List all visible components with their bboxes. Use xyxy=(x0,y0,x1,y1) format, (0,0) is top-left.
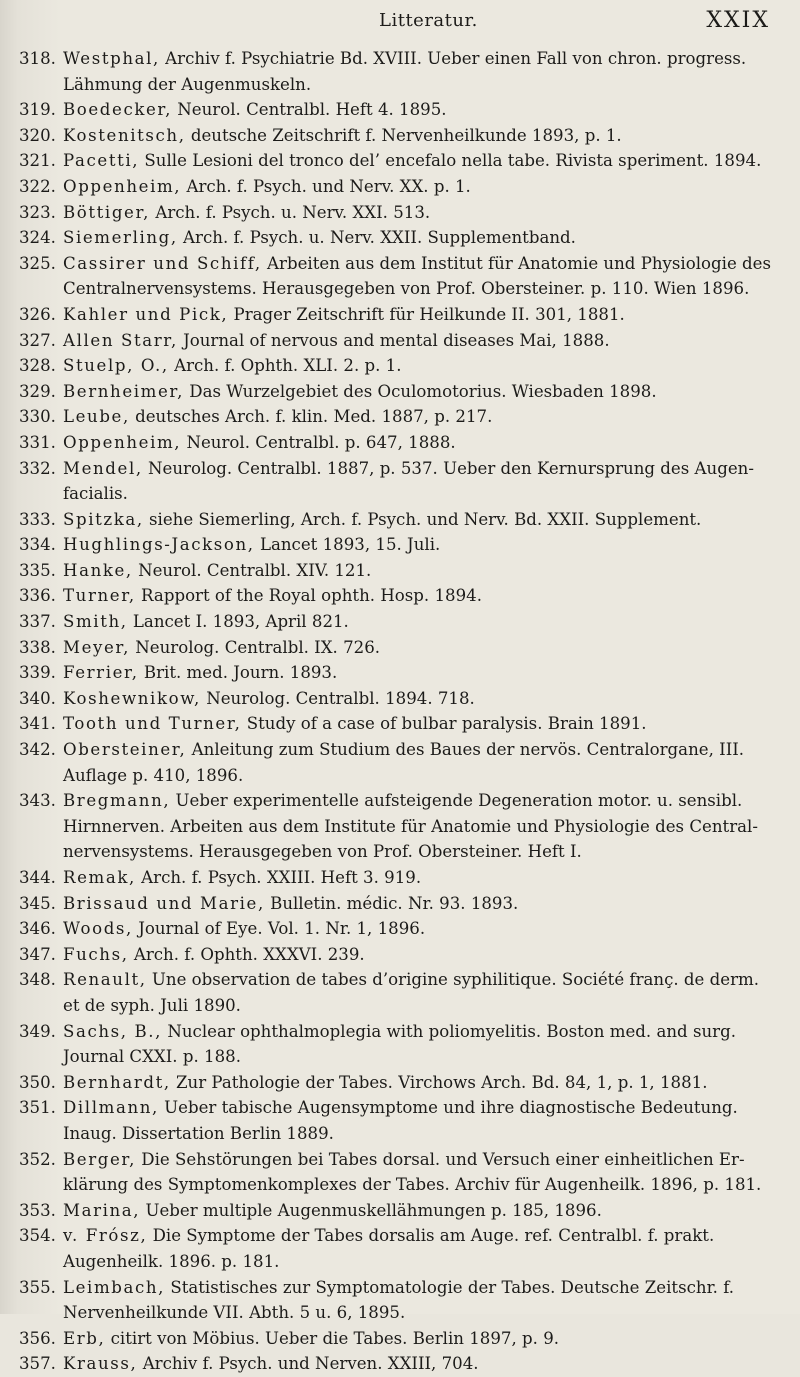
entry-number: 324. xyxy=(19,228,56,248)
entry-citation: Neurol. Centralbl. Heft 4. 1895. xyxy=(172,100,447,120)
bibliography-entry xyxy=(19,97,774,123)
entry-text xyxy=(63,97,774,123)
entry-text xyxy=(63,737,774,788)
entry-number: 349. xyxy=(19,1021,56,1041)
entry-citation: Neurol. Centralbl. p. 647, 1888. xyxy=(181,432,456,452)
bibliography-entry xyxy=(19,1351,774,1377)
entry-number: 327. xyxy=(19,330,56,350)
entry-author: Turner, xyxy=(63,586,136,606)
entry-number: 336. xyxy=(19,586,56,606)
entry-number: 328. xyxy=(19,356,56,376)
entry-author: Westphal, xyxy=(63,49,160,68)
entry-number: 339. xyxy=(19,663,56,683)
entry-citation: siehe Siemerling, Arch. f. Psych. und Nerv. Bd. XXII. Supplement. xyxy=(143,509,702,529)
entry-author: Cassirer und Schiff, xyxy=(63,253,262,273)
entry-text xyxy=(63,456,774,507)
entry-author: Obersteiner, xyxy=(63,740,187,760)
entry-number: 330. xyxy=(19,407,56,427)
entry-citation: Brit. med. Journ. 1893. xyxy=(138,663,338,683)
entry-text xyxy=(63,302,774,328)
page-number: XXIX xyxy=(706,8,770,33)
entry-citation: Statistisches zur Symptomatologie der Tabes. Deutsche Zeitschr. f. Nervenheilkunde VII. Abth. 5 u. 6, 1895. xyxy=(63,1277,740,1323)
entry-text xyxy=(63,507,774,533)
entry-text xyxy=(63,1198,774,1224)
bibliography-entry xyxy=(19,1019,774,1070)
bibliography-entry xyxy=(19,251,777,302)
entry-text xyxy=(63,404,774,430)
entry-citation: Ueber multiple Augenmuskellähmungen p. 185, 1896. xyxy=(140,1200,602,1220)
entry-text xyxy=(63,788,774,865)
entry-text xyxy=(63,328,774,354)
entry-text xyxy=(63,1326,774,1352)
bibliography-entry xyxy=(19,225,774,251)
entry-citation: Lancet 1893, 15. Juli. xyxy=(254,535,441,555)
entry-text xyxy=(63,251,777,302)
entry-citation: Die Symptome der Tabes dorsalis am Auge. ref. Centralbl. f. prakt. Augenheilk. 1896. p. 181. xyxy=(63,1226,720,1271)
entry-text xyxy=(63,379,774,405)
entry-citation: Ueber experimentelle aufsteigende Degeneration motor. u. sensibl. Hirnnerven. Arbeiten aus dem Institute für Anatomie und Physiologie des Central-nervensystems. Herausgegeben von Prof. Obersteiner. Heft I. xyxy=(63,791,758,862)
entry-citation: Archiv f. Psychiatrie Bd. XVIII. Ueber einen Fall von chron. progress. Lähmung der Augenmuskeln. xyxy=(63,49,752,94)
bibliography-entry xyxy=(19,404,774,430)
running-title: Litteratur. xyxy=(379,10,478,31)
bibliography-entry xyxy=(19,46,774,97)
entry-author: Krauss, xyxy=(63,1354,138,1374)
entry-author: Meyer, xyxy=(63,637,130,657)
entry-number: 329. xyxy=(19,381,56,401)
bibliography-entry xyxy=(19,967,774,1018)
entry-author: Hughlings-Jackson, xyxy=(63,535,255,555)
entry-text xyxy=(63,225,774,251)
entry-text xyxy=(63,532,774,558)
entry-number: 318. xyxy=(19,49,56,68)
entry-citation: Prager Zeitschrift für Heilkunde II. 301, 1881. xyxy=(228,304,625,324)
entry-number: 352. xyxy=(19,1149,56,1169)
bibliography-entry xyxy=(19,737,774,788)
bibliography-entry xyxy=(19,148,774,174)
bibliography-entry xyxy=(19,1095,774,1146)
entry-citation: Neurolog. Centralbl. 1894. 718. xyxy=(200,688,475,708)
bibliography-list xyxy=(19,46,777,1377)
entry-citation: citirt von Möbius. Ueber die Tabes. Berlin 1897, p. 9. xyxy=(105,1328,560,1348)
entry-author: Bernheimer, xyxy=(63,381,184,401)
bibliography-entry xyxy=(19,1198,774,1224)
entry-number: 345. xyxy=(19,893,56,913)
entry-author: Leimbach, xyxy=(63,1277,166,1297)
entry-author: Oppenheim, xyxy=(63,176,182,196)
entry-text xyxy=(63,1275,774,1326)
entry-number: 340. xyxy=(19,688,56,708)
bibliography-entry xyxy=(19,1147,774,1198)
bibliography-entry xyxy=(19,328,774,354)
entry-author: Böttiger, xyxy=(63,202,151,222)
entry-author: Hanke, xyxy=(63,560,133,580)
entry-text xyxy=(63,1147,774,1198)
bibliography-entry xyxy=(19,942,774,968)
bibliography-entry xyxy=(19,583,774,609)
entry-citation: Journal of Eye. Vol. 1. Nr. 1, 1896. xyxy=(132,919,426,939)
entry-text xyxy=(63,1070,774,1096)
entry-number: 343. xyxy=(19,791,56,811)
entry-text xyxy=(63,123,774,149)
entry-number: 356. xyxy=(19,1328,56,1348)
bibliography-entry xyxy=(19,174,774,200)
entry-text xyxy=(63,942,774,968)
entry-number: 338. xyxy=(19,637,56,657)
entry-author: Renault, xyxy=(63,970,147,990)
bibliography-entry xyxy=(19,1326,774,1352)
entry-citation: Das Wurzelgebiet des Oculomotorius. Wiesbaden 1898. xyxy=(184,381,657,401)
entry-number: 351. xyxy=(19,1098,56,1118)
entry-text xyxy=(63,430,774,456)
entry-author: Leube, xyxy=(63,407,130,427)
entry-author: Kahler und Pick, xyxy=(63,304,229,324)
entry-number: 355. xyxy=(19,1277,56,1297)
entry-author: Spitzka, xyxy=(63,509,144,529)
entry-number: 353. xyxy=(19,1200,56,1220)
bibliography-entry xyxy=(19,609,774,635)
entry-citation: Bulletin. médic. Nr. 93. 1893. xyxy=(264,893,519,913)
entry-number: 357. xyxy=(19,1354,56,1374)
bibliography-entry xyxy=(19,558,774,584)
entry-author: Kostenitsch, xyxy=(63,125,186,145)
bibliography-entry xyxy=(19,1070,774,1096)
entry-author: Fuchs, xyxy=(63,944,129,964)
entry-text xyxy=(63,1019,774,1070)
entry-citation: Anleitung zum Studium des Baues der nervös. Centralorgane, III. Auflage p. 410, 1896. xyxy=(63,740,750,785)
entry-author: Siemerling, xyxy=(63,228,178,248)
bibliography-entry xyxy=(19,635,774,661)
entry-text xyxy=(63,1223,774,1274)
entry-citation: Arch. f. Ophth. XXXVI. 239. xyxy=(128,944,365,964)
entry-number: 346. xyxy=(19,919,56,939)
entry-number: 325. xyxy=(19,253,56,273)
entry-text xyxy=(63,660,774,686)
entry-citation: Une observation de tabes d’origine syphilitique. Société franç. de derm. et de syph. Juli 1890. xyxy=(63,970,765,1015)
entry-number: 344. xyxy=(19,868,56,887)
entry-citation: Arch. f. Psych. u. Nerv. XXI. 513. xyxy=(150,202,431,222)
entry-citation: Ueber tabische Augensymptome und ihre diagnostische Bedeutung. Inaug. Dissertation Berlin 1889. xyxy=(63,1098,744,1143)
entry-text xyxy=(63,635,774,661)
entry-author: Berger, xyxy=(63,1149,136,1169)
bibliography-entry xyxy=(19,865,774,891)
entry-citation: deutsches Arch. f. klin. Med. 1887, p. 217. xyxy=(129,407,493,427)
entry-citation: Rapport of the Royal ophth. Hosp. 1894. xyxy=(135,586,482,606)
bibliography-entry xyxy=(19,660,774,686)
entry-number: 335. xyxy=(19,560,56,580)
entry-author: Brissaud und Marie, xyxy=(63,893,265,913)
entry-number: 354. xyxy=(19,1226,56,1246)
entry-author: Remak, xyxy=(63,868,136,887)
entry-citation: Zur Pathologie der Tabes. Virchows Arch. Bd. 84, 1, p. 1, 1881. xyxy=(170,1072,708,1092)
entry-author: v. Frósz, xyxy=(63,1226,148,1246)
entry-author: Tooth und Turner, xyxy=(63,714,242,734)
entry-text xyxy=(63,353,774,379)
entry-citation: Arbeiten aus dem Institut für Anatomie und Physiologie des Centralnervensystems. Herausgegeben von Prof. Obersteiner. p. 110. Wien 1896. xyxy=(63,253,777,299)
entry-number: 331. xyxy=(19,432,56,452)
entry-author: Pacetti, xyxy=(63,151,140,171)
bibliography-entry xyxy=(19,532,774,558)
entry-author: Oppenheim, xyxy=(63,432,182,452)
bibliography-entry xyxy=(19,353,774,379)
bibliography-entry xyxy=(19,123,774,149)
entry-number: 322. xyxy=(19,176,56,196)
entry-author: Allen Starr, xyxy=(63,330,178,350)
entry-number: 342. xyxy=(19,740,56,760)
entry-text xyxy=(63,916,774,942)
entry-citation: Study of a case of bulbar paralysis. Brain 1891. xyxy=(241,714,647,734)
entry-author: Koshewnikow, xyxy=(63,688,201,708)
entry-number: 348. xyxy=(19,970,56,990)
entry-citation: Lancet I. 1893, April 821. xyxy=(127,612,349,632)
entry-author: Marina, xyxy=(63,1200,141,1220)
page-header xyxy=(19,4,774,42)
bibliography-entry xyxy=(19,456,774,507)
bibliography-entry xyxy=(19,916,774,942)
bibliography-entry xyxy=(19,711,774,737)
bibliography-entry xyxy=(19,686,774,712)
entry-author: Stuelp, O., xyxy=(63,356,169,376)
entry-author: Woods, xyxy=(63,919,133,939)
entry-number: 326. xyxy=(19,304,56,324)
entry-author: Smith, xyxy=(63,612,128,632)
entry-text xyxy=(63,1095,774,1146)
entry-number: 347. xyxy=(19,944,56,964)
entry-citation: Neurol. Centralbl. XIV. 121. xyxy=(132,560,372,580)
entry-citation: Arch. f. Ophth. XLI. 2. p. 1. xyxy=(168,356,402,376)
entry-citation: Journal of nervous and mental diseases Mai, 1888. xyxy=(177,330,610,350)
entry-citation: Neurolog. Centralbl. IX. 726. xyxy=(130,637,381,657)
bibliography-entry xyxy=(19,379,774,405)
entry-text xyxy=(63,174,774,200)
entry-text xyxy=(63,609,774,635)
entry-number: 323. xyxy=(19,202,56,222)
entry-citation: Sulle Lesioni del tronco del’ encefalo nella tabe. Rivista speriment. 1894. xyxy=(139,151,762,171)
entry-author: Bernhardt, xyxy=(63,1072,171,1092)
entry-text xyxy=(63,1351,774,1377)
entry-author: Dillmann, xyxy=(63,1098,159,1118)
entry-number: 333. xyxy=(19,509,56,529)
entry-citation: Neurolog. Centralbl. 1887, p. 537. Ueber den Kernursprung des Augen-facialis. xyxy=(63,458,754,504)
entry-citation: Nuclear ophthalmoplegia with poliomyelitis. Boston med. and surg. Journal CXXI. p. 188. xyxy=(63,1021,742,1067)
entry-author: Bregmann, xyxy=(63,791,171,811)
entry-text xyxy=(63,865,774,891)
entry-text xyxy=(63,583,774,609)
entry-author: Mendel, xyxy=(63,458,143,478)
entry-text xyxy=(63,891,774,917)
entry-text xyxy=(63,711,774,737)
entry-author: Boedecker, xyxy=(63,100,172,120)
entry-number: 337. xyxy=(19,612,56,632)
entry-citation: deutsche Zeitschrift f. Nervenheilkunde 1893, p. 1. xyxy=(185,125,622,145)
entry-number: 320. xyxy=(19,125,56,145)
entry-number: 341. xyxy=(19,714,56,734)
entry-number: 332. xyxy=(19,458,56,478)
entry-citation: Archiv f. Psych. und Nerven. XXIII, 704. xyxy=(137,1354,479,1374)
bibliography-entry xyxy=(19,788,774,865)
bibliography-entry xyxy=(19,200,774,226)
entry-citation: Die Sehstörungen bei Tabes dorsal. und Versuch einer einheitlichen Er-klärung des Symptomenkomplexes der Tabes. Archiv für Augenheilk. 1896, p. 181. xyxy=(63,1149,762,1195)
bibliography-entry xyxy=(19,302,774,328)
entry-text xyxy=(63,46,774,97)
entry-number: 334. xyxy=(19,535,56,555)
entry-author: Erb, xyxy=(63,1328,106,1348)
bibliography-entry xyxy=(19,430,774,456)
entry-citation: Arch. f. Psych. und Nerv. XX. p. 1. xyxy=(181,176,471,196)
bibliography-entry xyxy=(19,891,774,917)
entry-citation: Arch. f. Psych. u. Nerv. XXII. Supplementband. xyxy=(177,228,576,248)
bibliography-entry xyxy=(19,507,774,533)
entry-citation: Arch. f. Psych. XXIII. Heft 3. 919. xyxy=(135,868,422,887)
bibliography-entry xyxy=(19,1223,774,1274)
bibliography-entry xyxy=(19,1275,774,1326)
entry-text xyxy=(63,967,774,1018)
entry-number: 350. xyxy=(19,1072,56,1092)
entry-text xyxy=(63,558,774,584)
entry-number: 319. xyxy=(19,100,56,120)
entry-text xyxy=(63,200,774,226)
entry-author: Ferrier, xyxy=(63,663,139,683)
entry-author: Sachs, B., xyxy=(63,1021,163,1041)
entry-text xyxy=(63,148,774,174)
entry-text xyxy=(63,686,774,712)
entry-number: 321. xyxy=(19,151,56,171)
